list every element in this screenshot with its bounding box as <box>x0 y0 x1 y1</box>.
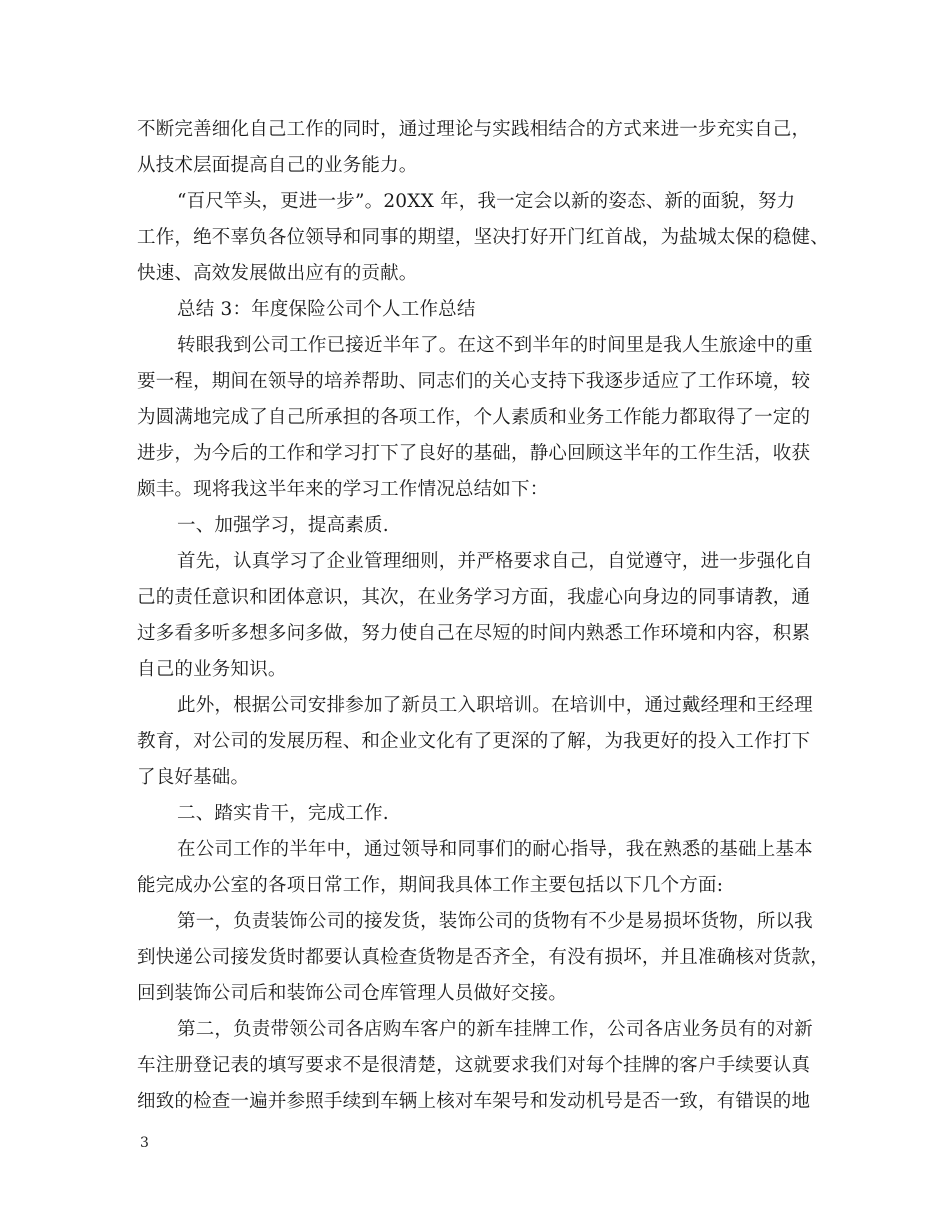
body-text-line: 自己的业务知识。 <box>137 659 287 680</box>
page-number: 3 <box>140 1135 149 1151</box>
body-text-line: 能完成办公室的各项日常工作，期间我具体工作主要包括以下几个方面: <box>137 875 724 896</box>
paragraph-first-line: 第二，负责带领公司各店购车客户的新车挂牌工作，公司各店业务员有的对新 <box>177 1019 813 1040</box>
paragraph-first-line: 首先，认真学习了企业管理细则，并严格要求自己，自觉遵守，进一步强化自 <box>177 551 813 572</box>
body-text-line: 过多看多听多想多问多做，努力使自己在尽短的时间内熟悉工作环境和内容，积累 <box>137 623 811 644</box>
subsection-heading: 二、踏实肯干，完成工作. <box>177 803 389 824</box>
body-text-line: 不断完善细化自己工作的同时，通过理论与实践相结合的方式来进一步充实自己， <box>137 119 811 140</box>
body-text-line: 回到装饰公司后和装饰公司仓库管理人员做好交接。 <box>137 983 568 1004</box>
body-text-line: 为圆满地完成了自己所承担的各项工作，个人素质和业务工作能力都取得了一定的 <box>137 407 811 428</box>
body-text-line: 己的责任意识和团体意识，其次，在业务学习方面，我虚心向身边的同事请教，通 <box>137 587 811 608</box>
body-text-line: 颇丰。现将我这半年来的学习工作情况总结如下： <box>137 479 549 500</box>
body-text-line: 进步，为今后的工作和学习打下了良好的基础，静心回顾这半年的工作生活，收获 <box>137 443 811 464</box>
body-text-line: 要一程，期间在领导的培养帮助、同志们的关心支持下我逐步适应了工作环境，较 <box>137 371 811 392</box>
paragraph-first-line: 转眼我到公司工作已接近半年了。在这不到半年的时间里是我人生旅途中的重 <box>177 335 813 356</box>
body-text-line: 从技术层面提高自己的业务能力。 <box>137 155 418 176</box>
body-text-line: 到快递公司接发货时都要认真检查货物是否齐全，有没有损坏，并且准确核对货款， <box>137 947 829 968</box>
paragraph-first-line: “百尺竿头，更进一步”。20XX 年，我一定会以新的姿态、新的面貌，努力 <box>177 191 796 212</box>
body-text-line: 车注册登记表的填写要求不是很清楚，这就要求我们对每个挂牌的客户手续要认真 <box>137 1055 811 1076</box>
body-text-line: 工作，绝不辜负各位领导和同事的期望，坚决打好开门红首战，为盐城太保的稳健、 <box>137 227 829 248</box>
subsection-heading: 一、加强学习，提高素质. <box>177 515 389 536</box>
paragraph-first-line: 此外，根据公司安排参加了新员工入职培训。在培训中，通过戴经理和王经理 <box>177 695 813 716</box>
paragraph-first-line: 在公司工作的半年中，通过领导和同事们的耐心指导，我在熟悉的基础上基本 <box>177 839 813 860</box>
section-heading: 总结 3：年度保险公司个人工作总结 <box>177 299 476 320</box>
body-text-line: 了良好基础。 <box>137 767 250 788</box>
body-text-line: 教育，对公司的发展历程、和企业文化有了更深的了解，为我更好的投入工作打下 <box>137 731 811 752</box>
body-text-line: 快速、高效发展做出应有的贡献。 <box>137 263 418 284</box>
body-text-line: 细致的检查一遍并参照手续到车辆上核对车架号和发动机号是否一致，有错误的地 <box>137 1091 811 1112</box>
paragraph-first-line: 第一，负责装饰公司的接发货，装饰公司的货物有不少是易损坏货物，所以我 <box>177 911 813 932</box>
